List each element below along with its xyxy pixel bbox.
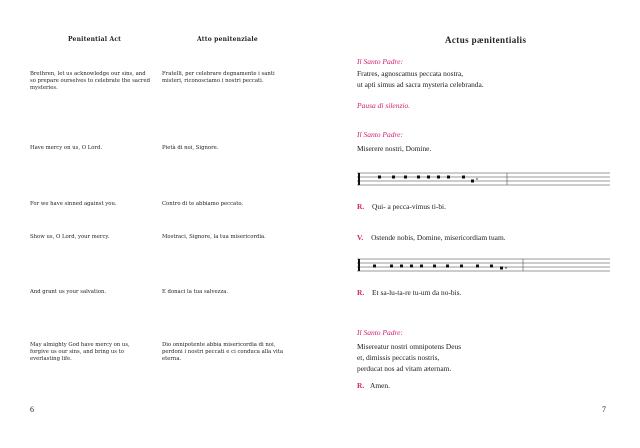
versicle-text: Ostende nobis, Domine, misericordiam tuam. xyxy=(371,233,506,242)
page-number-right: 7 xyxy=(602,405,606,414)
latin-invitation-line1: Fratres, agnoscamus peccata nostra, xyxy=(357,69,464,78)
latin-absolution-line3: perducat nos ad vitam æternam. xyxy=(357,364,452,373)
latin-miserere: Miserere nostri, Domine. xyxy=(357,144,432,153)
row1-italian: Fratelli, per celebrare degnamente i santi misteri, riconosciamo i nostri peccati. xyxy=(162,71,275,84)
col2-heading: Atto penitenziale xyxy=(197,36,258,43)
response-mark: R. xyxy=(357,202,365,211)
row3-italian: Contro di te abbiamo peccato. xyxy=(162,201,244,207)
response-2-text: Et sa-lu-ta-re tu-um da no-bis. xyxy=(372,288,462,297)
response-1 xyxy=(357,202,446,211)
chant-staff-1 xyxy=(357,172,610,186)
rubric-priest-1: Il Santo Padre: xyxy=(357,57,403,66)
response-1-text: Qui- a pecca-vimus ti-bi. xyxy=(372,202,446,211)
row2-english: Have mercy on us, O Lord. xyxy=(30,145,103,151)
chant-staff-2 xyxy=(357,258,610,272)
right-page-title: Actus pænitentialis xyxy=(445,35,527,45)
row2-italian: Pietà di noi, Signore. xyxy=(162,145,219,151)
row4-english: Show us, O Lord, your mercy. xyxy=(30,234,110,240)
versicle-mark: V. xyxy=(357,233,364,242)
amen-response xyxy=(357,381,390,390)
latin-absolution-line2: et, dimissis peccatis nostris, xyxy=(357,353,440,362)
response-2 xyxy=(357,288,461,297)
col1-heading: Penitential Act xyxy=(68,36,122,43)
row3-english: For we have sinned against you. xyxy=(30,201,117,207)
rubric-pause: Pausa di silenzio. xyxy=(357,101,411,110)
row4-italian: Mostraci, Signore, la tua misericordia. xyxy=(162,234,266,240)
latin-invitation-line2: ut apti simus ad sacra mysteria celebranda. xyxy=(357,80,484,89)
page-number-left: 6 xyxy=(30,405,34,414)
row6-english: May almighty God have mercy on us, forgive us our sins, and bring us to everlasting life. xyxy=(30,342,130,362)
row1-english: Brethren, let us acknowledge our sins, and so prepare ourselves to celebrate the sacred mysteries. xyxy=(30,71,150,91)
row6-italian: Dio onnipotente abbia misericordia di noi, perdoni i nostri peccati e ci conduca alla vita eterna. xyxy=(162,342,283,362)
row5-italian: E donaci la tua salvezza. xyxy=(162,289,229,295)
rubric-priest-2: Il Santo Padre: xyxy=(357,130,403,139)
amen-mark: R. xyxy=(357,381,365,390)
row5-english: And grant us your salvation. xyxy=(30,289,107,295)
versicle xyxy=(357,233,506,242)
response-mark-2: R. xyxy=(357,288,365,297)
latin-absolution-line1: Misereatur nostri omnipotens Deus xyxy=(357,342,462,351)
amen-text: Amen. xyxy=(370,381,390,390)
rubric-priest-3: Il Santo Padre: xyxy=(357,328,403,337)
